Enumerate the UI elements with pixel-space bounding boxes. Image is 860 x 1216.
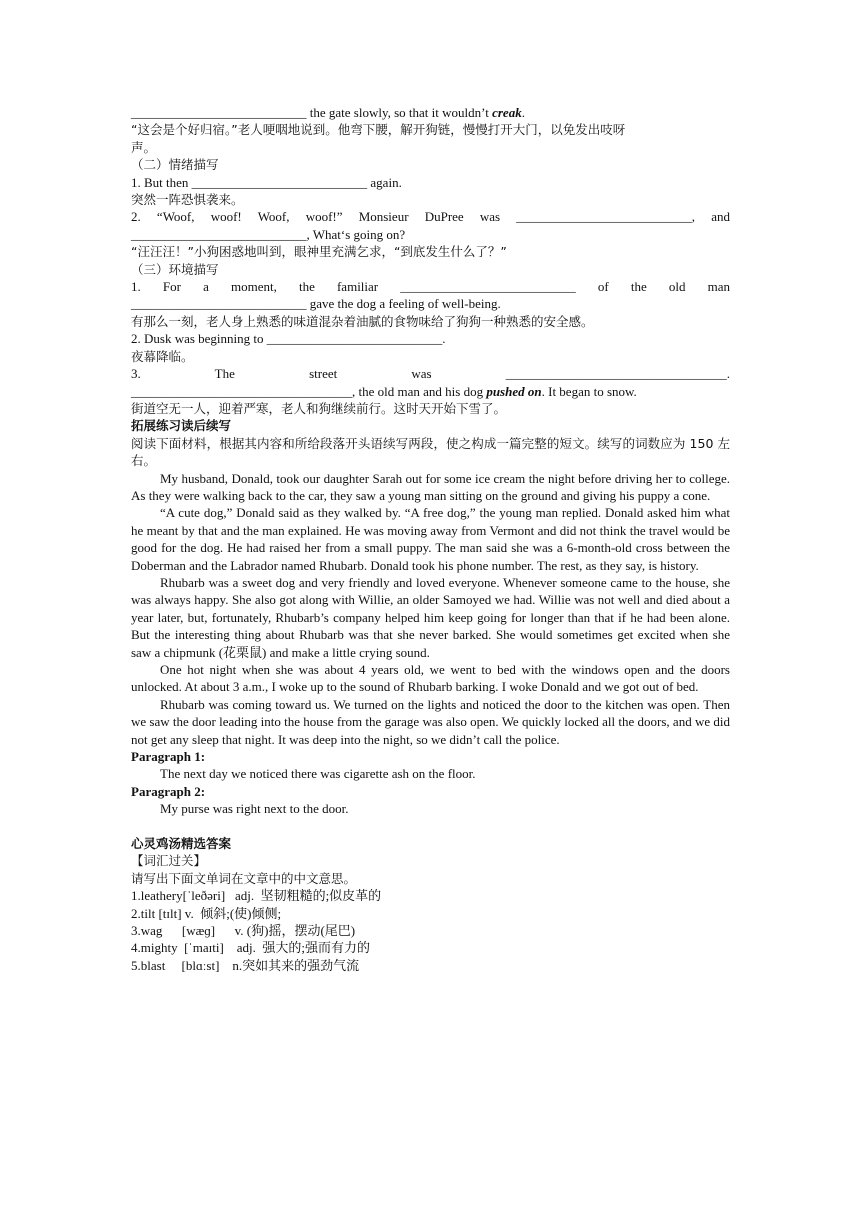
answer-blank: ___________________________: [131, 105, 307, 120]
exercise-line: [131, 365, 730, 382]
line-word: street: [309, 366, 338, 382]
vocab-item: 2.tilt [tɪlt] v. 倾斜;(使)倾侧;: [131, 905, 282, 921]
translation-line: 有那么一刻，老人身上熟悉的味道混杂着油腻的食物味给了狗狗一种熟悉的安全感。: [131, 313, 594, 329]
story-paragraph: “A cute dog,” Donald said as they walked by. “A free dog,” the young man replied. Donald asked him what he meant by that and the man explained. He was moving away from Vermont and did not think the travel would be good for the dog. He had raised her from a small puppy. The man said she was a 6-month-old cross between the Doberman and the Labrador named Rhubarb. Donald took his phone number. The rest, as they say, is history.: [131, 505, 730, 573]
story-paragraph: My husband, Donald, took our daughter Sarah out for some ice cream the night before driving her to college. As they were walking back to the car, they saw a young man sitting on the ground and giving his puppy a cone.: [131, 470, 730, 503]
translation-line: 夜幕降临。: [131, 348, 194, 364]
line-end: .: [521, 105, 525, 120]
translation-line: “汪汪汪！”小狗困惑地叫到，眼神里充满乞求，“到底发生什么了？”: [131, 244, 507, 260]
exercise-line: ___________________________, What‘s going on?: [131, 226, 406, 242]
vocab-item: 3.wag [wæɡ] v. (狗)摇，摆动(尾巴): [131, 923, 356, 939]
emphasized-word: creak: [492, 105, 522, 120]
exercise-line: 1. For a moment, the familiar ___________________________ of the old man: [131, 279, 730, 295]
story-paragraph: One hot night when she was about 4 years old, we went to bed with the windows open and the doors unlocked. At about 3 a.m., I woke up to the sound of Rhubarb barking. I woke Donald and we got out of bed.: [131, 662, 730, 695]
paragraph-start: My purse was right next to the door.: [160, 801, 349, 817]
answers-subheading: 【词汇过关】: [131, 853, 207, 869]
emphasized-word: pushed on: [486, 383, 542, 399]
line-word: was: [411, 366, 432, 382]
exercise-line: [131, 104, 730, 121]
item-label: 3. The: [131, 366, 235, 382]
exercise-line: 2. Dusk was beginning to ___________________________.: [131, 331, 446, 347]
section-heading: （二）情绪描写: [131, 157, 219, 173]
line-text: , the old man and his dog: [352, 383, 487, 399]
line-end: . It began to snow.: [541, 383, 637, 399]
exercise-line: 2. “Woof, woof! Woof, woof!” Monsieur DuPree was ___________________________, and: [131, 209, 730, 225]
document-content: [131, 104, 730, 974]
answers-heading: 心灵鸡汤精选答案: [131, 836, 232, 852]
translation-line: 街道空无一人，迎着严寒，老人和狗继续前行。这时天开始下雪了。: [131, 400, 507, 416]
answers-instruction: 请写出下面文单词在文章中的中文意思。: [131, 870, 357, 886]
vocab-item: 4.mighty [ˈmaɪti] adj. 强大的;强而有力的: [131, 940, 371, 956]
practice-instruction: 阅读下面材料，根据其内容和所给段落开头语续写两段，使之构成一篇完整的短文。续写的词数应为 150 左右。: [131, 435, 730, 469]
paragraph-label: Paragraph 2:: [131, 783, 206, 799]
paragraph-start: The next day we noticed there was cigarette ash on the floor.: [160, 766, 476, 782]
exercise-line: 1. But then ___________________________ again.: [131, 174, 402, 190]
translation-line: 突然一阵恐惧袭来。: [131, 192, 244, 208]
spacer: [131, 818, 730, 835]
translation-line: “这会是个好归宿。”老人哽咽地说到。他弯下腰，解开狗链，慢慢打开大门，以免发出吱呀: [131, 122, 626, 138]
paragraph-label: Paragraph 1:: [131, 749, 206, 765]
vocab-item: 1.leathery[ˈleðəri] adj. 坚韧粗糙的;似皮革的: [131, 888, 382, 904]
exercise-line: [131, 383, 730, 400]
story-paragraph: Rhubarb was coming toward us. We turned on the lights and noticed the door to the kitchen was open. Then we saw the door leading into the house from the garage was also open. We quickly locked all the doors, and we did not get any sleep that night. It was deep into the night, so we didn’t call the police.: [131, 696, 730, 747]
answer-blank: __________________________________: [131, 383, 352, 399]
story-paragraph: Rhubarb was a sweet dog and very friendly and loved everyone. Whenever someone came to the house, she was always happy. She also got along with Willie, an older Samoyed we had. Willie was not well and died about a year later, but, fortunately, Rhubarb’s company helped him keep going for longer than that if he had been alone. But the interesting thing about Rhubarb was that she never barked. She would sometimes get excited when she saw a chipmunk (花栗鼠) and make a little crying sound.: [131, 574, 730, 660]
vocab-item: 5.blast [blɑːst] n.突如其来的强劲气流: [131, 957, 360, 973]
exercise-line: ___________________________ gave the dog a feeling of well-being.: [131, 296, 501, 312]
answer-blank: __________________________________.: [505, 366, 731, 382]
practice-heading: 拓展练习读后续写: [131, 418, 232, 434]
section-heading: （三）环境描写: [131, 261, 219, 277]
translation-line: 声。: [131, 139, 157, 155]
line-text: the gate slowly, so that it wouldn’t: [306, 105, 493, 120]
